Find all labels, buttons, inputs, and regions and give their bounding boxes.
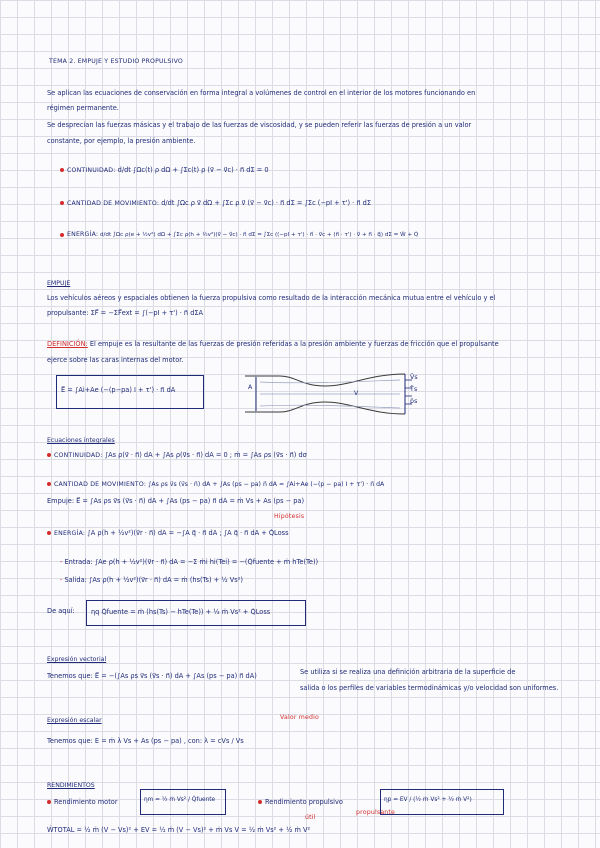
entrada-text: Entrada: ∫Ae ρ(h + ½v²)(v⃗r · n⃗) dA = −Σ ṁi hi(Tei) = −(Q̇fuente + ṁ hTe(Te)) (64, 558, 319, 566)
salida-text: Salida: ∫As ρ(h + ½v²)(v⃗r · n⃗) dA = ṁ (hs(Ts) + ½ Vs²) (64, 576, 243, 584)
integral-momentum-row (47, 481, 384, 488)
hipotesis-label: Hipótesis (274, 513, 305, 520)
streamline (260, 380, 400, 383)
continuity-row (60, 166, 269, 174)
escalar-equation: Tenemos que: E = ṁ λ Vs + As (ps − pa) , con: λ = cVs / Vs (47, 737, 244, 745)
bullet-icon (47, 453, 51, 457)
empuje-line-2: propulsante: ΣF⃗ = −ΣF⃗ext = ∫(−pI + τ') · n⃗ dΣA (47, 309, 204, 317)
salida-equation: - Salida: ∫As ρ(h + ½v²)(v⃗r · n⃗) dA = ṁ (hs(Ts) + ½ Vs²) (60, 576, 243, 584)
valor-medio-label: Valor medio (280, 714, 320, 721)
util-label: útil (305, 814, 316, 821)
energy-label: ENERGÍA: (67, 231, 99, 238)
rendimiento-propulsivo-row (258, 798, 343, 806)
energy-result-equation: ηq Q̇fuente = ṁ (hs(Ts) − hTe(Te)) + ½ ṁ Vs² + Q̇Loss (91, 608, 271, 616)
thrust-definition-equation: E⃗ = ∫Ai+Ae (−(p−pa) I + τ') · n⃗ dA (61, 386, 176, 394)
empuje-equation: Empuje: E⃗ = ∫As ρs v⃗s (v⃗s · n⃗) dA + ∫As (ps − pa) n⃗ dA = ṁ Vs + As (ps − pa) (47, 497, 305, 505)
intro-line-2: régimen permanente. (47, 104, 119, 112)
wtotal-equation: ẆTOTAL = ½ ṁ (V − Vs)² + EV = ½ ṁ (V − Vs)² + ṁ Vs V = ½ ṁ Vs² + ½ ṁ V² (47, 826, 311, 834)
outlet-velocity-label: V̄s (410, 374, 418, 381)
continuity-label: CONTINUIDAD: (67, 167, 116, 174)
page-title: TEMA 2. EMPUJE Y ESTUDIO PROPULSIVO (49, 58, 183, 65)
rendimiento-motor-row (47, 798, 118, 806)
rendimiento-propulsivo-label: Rendimiento propulsivo (265, 798, 343, 806)
intro-line-1: Se aplican las ecuaciones de conservación en forma integral a volúmenes de control en el interior de los motores funcionando en (47, 89, 476, 97)
integral-energy-label: ENERGÍA: (54, 530, 86, 537)
outlet-temperature-label: T̄s (410, 386, 418, 393)
integral-continuity-equation: ∫As ρ(v⃗ · n⃗) dA + ∫As ρ(v⃗s · n⃗) dA = 0 ; ṁ = ∫As ρs (v⃗s · n⃗) dσ (104, 451, 307, 459)
momentum-equation: d/dt ∫Ωc ρ v⃗ dΩ + ∫Σc ρ v⃗ (v⃗ − v⃗c) · n⃗ dΣ = ∫Σc (−pI + τ') · n⃗ dΣ (161, 199, 372, 207)
engine-upper-wall (245, 374, 405, 386)
rendimientos-heading: RENDIMIENTOS (47, 782, 95, 789)
integral-momentum-equation: ∫As ρs v⃗s (v⃗s · n⃗) dA + ∫As (ps − pa) n⃗ dA = ∫Ai+Ae (−(p − pa) I + τ') · n⃗ dA (148, 481, 385, 488)
definition-line-1 (47, 337, 499, 352)
rendimiento-motor-label: Rendimiento motor (54, 798, 118, 806)
rendimiento-motor-equation: ηm = ½ ṁ Vs² / Q̇fuente (144, 797, 216, 803)
inlet-label: A (248, 384, 253, 391)
streamline (260, 405, 400, 408)
flight-speed-label: V (354, 390, 359, 397)
energy-row (60, 231, 418, 238)
vectorial-heading: Expresión vectorial (47, 656, 107, 663)
engine-diagram (240, 372, 420, 416)
bullet-icon (47, 800, 51, 804)
bullet-icon (60, 168, 64, 172)
definition-line-2: ejerce sobre las caras internas del motor. (47, 356, 184, 364)
bullet-icon (47, 482, 51, 486)
bullet-icon (60, 201, 64, 205)
entrada-equation: - Entrada: ∫Ae ρ(h + ½v²)(v⃗r · n⃗) dA = −Σ ṁi hi(Tei) = −(Q̇fuente + ṁ hTe(Te)) (60, 558, 319, 566)
continuity-equation: d/dt ∫Ωc(t) ρ dΩ + ∫Σc(t) ρ (v⃗ − v⃗c) · n⃗ dΣ = 0 (117, 166, 269, 174)
escalar-heading: Expresión escalar (47, 717, 102, 724)
intro-line-3: Se desprecian las fuerzas másicas y el trabajo de las fuerzas de viscosidad, y se pueden referir las fuerzas de presión a un valor (47, 121, 472, 129)
vectorial-equation: Tenemos que: E⃗ = −(∫As ρs v⃗s (v⃗s · n⃗) dA + ∫As (ps − pa) n⃗ dA) (47, 672, 257, 680)
engine-lower-wall (245, 402, 405, 414)
energy-equation: d/dt ∫Ωc ρ(e + ½v²) dΩ + ∫Σc ρ(h + ½v²)(v⃗ − v⃗c) · n⃗ dΣ = ∫Σc ((−pI + τ') · n⃗ · v⃗c + (n⃗ · τ') · v⃗ + n⃗ · q⃗) dΣ = Ẇ + Q̇ (99, 232, 419, 238)
bullet-icon (60, 233, 64, 237)
momentum-row (60, 199, 371, 207)
integral-momentum-label: CANTIDAD DE MOVIMIENTO: (54, 481, 147, 488)
integral-energy-row (47, 529, 289, 537)
intro-line-4: constante, por ejemplo, la presión ambiente. (47, 137, 196, 145)
momentum-label: CANTIDAD DE MOVIMIENTO: (67, 200, 160, 207)
integral-heading: Ecuaciones integrales (47, 437, 115, 444)
vectorial-note-1: Se utiliza si se realiza una definición arbitraria de la superficie de (300, 668, 516, 676)
empuje-line-1: Los vehículos aéreos y espaciales obtienen la fuerza propulsiva como resultado de la interacción mecánica mutua entre el vehículo y el (47, 294, 496, 302)
vectorial-note-2: salida o los perfiles de variables termodinámicas y/o velocidad son uniformes. (300, 684, 559, 692)
integral-continuity-row (47, 451, 307, 459)
de-aqui-label: De aquí: (47, 607, 75, 615)
outlet-pressure-label: p̄s (410, 398, 418, 405)
empuje-heading: EMPUJE (47, 280, 71, 287)
rendimiento-propulsivo-equation: ηp = EV / (½ ṁ Vs² + ½ ṁ V²) (384, 797, 472, 803)
propulsante-label: propulsante (356, 809, 396, 816)
bullet-icon (47, 531, 51, 535)
integral-continuity-label: CONTINUIDAD: (54, 452, 103, 459)
definition-label: DEFINICIÓN: (47, 340, 88, 348)
definition-text: El empuje es la resultante de las fuerzas de presión referidas a la presión ambiente y fuerzas de fricción que el propulsante (87, 340, 499, 348)
integral-energy-equation: ∫A ρ(h + ½v²)(v⃗r · n⃗) dA = −∫A q⃗ · n⃗ dA ; ∫A q⃗ · n⃗ dA + Q̇Loss (87, 529, 289, 537)
bullet-icon (258, 800, 262, 804)
